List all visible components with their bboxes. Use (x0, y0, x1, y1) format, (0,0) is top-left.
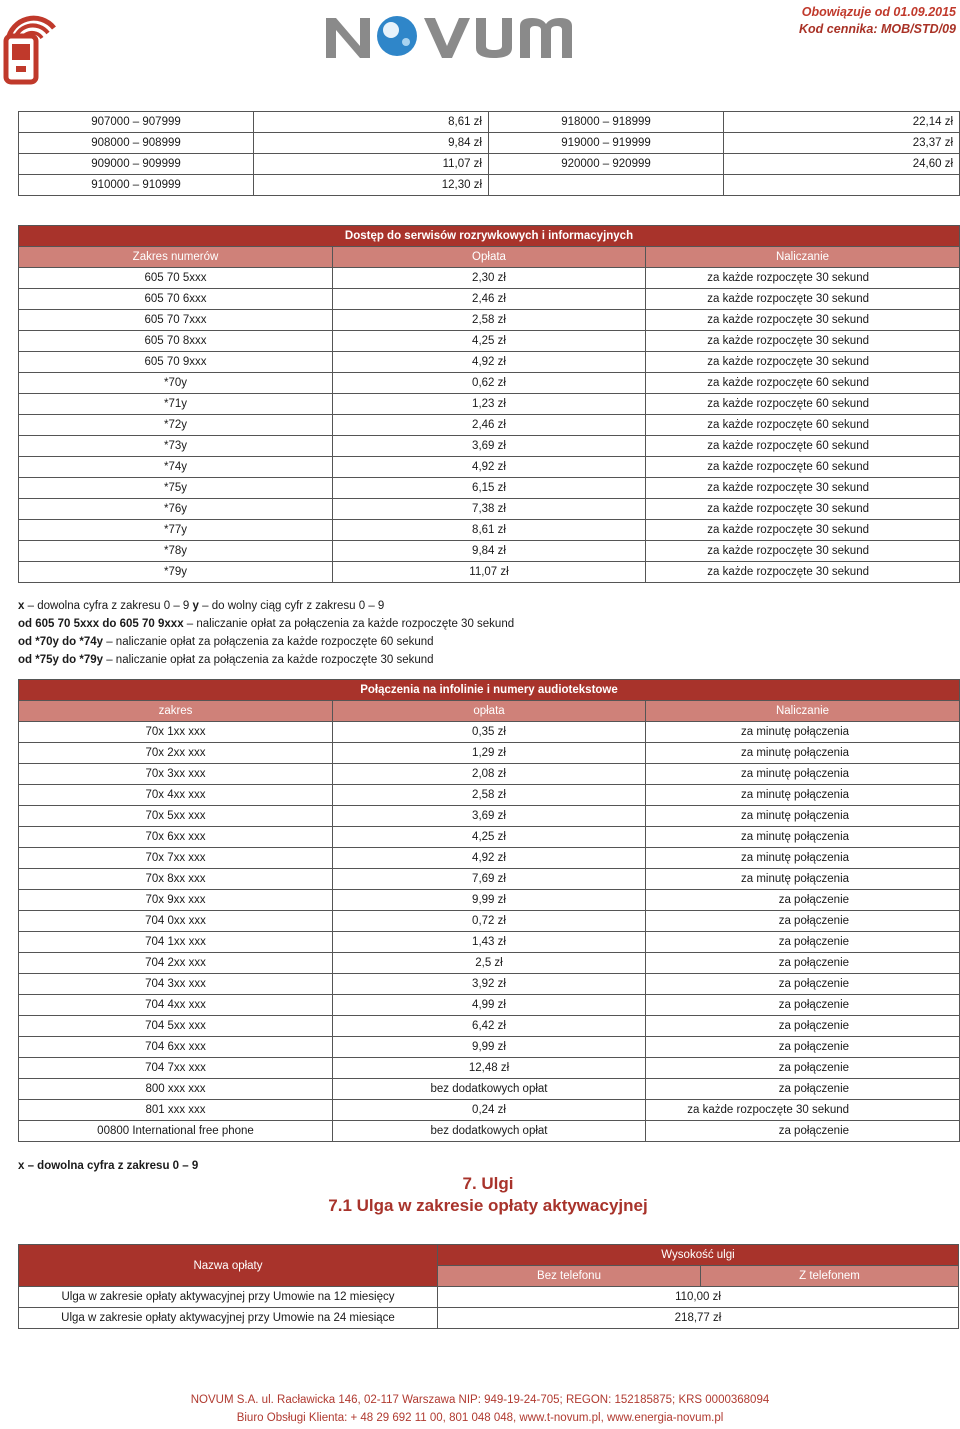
discount-header-without-phone: Bez telefonu (438, 1266, 701, 1287)
note-term: x (18, 600, 25, 612)
range-cell: 704 0xx xxx (19, 911, 333, 932)
fee-cell: 4,92 zł (333, 352, 646, 373)
infoline-header-billing: Naliczanie (646, 701, 960, 722)
table-row (19, 890, 960, 911)
fee-cell: 1,29 zł (333, 743, 646, 764)
range-cell: 70x 4xx xxx (19, 785, 333, 806)
range-cell: 70x 2xx xxx (19, 743, 333, 764)
note-text: – naliczanie opłat za połączenia za każde rozpoczęte 30 sekund (103, 654, 434, 666)
billing-cell: za połączenie (646, 974, 960, 995)
table-row (19, 869, 960, 890)
discount-header-with-phone: Z telefonem (701, 1266, 959, 1287)
fee-cell: 2,5 zł (333, 953, 646, 974)
fee-cell: 4,92 zł (333, 848, 646, 869)
billing-cell: za minutę połączenia (646, 743, 960, 764)
table-row (19, 541, 960, 562)
range-cell: 605 70 9xxx (19, 352, 333, 373)
range-cell: 908000 – 908999 (19, 133, 254, 154)
note-line (18, 633, 514, 651)
table-row (19, 911, 960, 932)
fee-cell: bez dodatkowych opłat (333, 1121, 646, 1142)
billing-cell: za połączenie (646, 932, 960, 953)
infoline-table-title: Połączenia na infolinie i numery audiotekstowe (19, 680, 960, 701)
billing-cell: za każde rozpoczęte 30 sekund (646, 478, 960, 499)
table-row (19, 806, 960, 827)
table-row (19, 953, 960, 974)
fee-cell: 4,99 zł (333, 995, 646, 1016)
note-text: – do wolny ciąg cyfr z zakresu 0 – 9 (198, 600, 385, 612)
range-cell: 907000 – 907999 (19, 112, 254, 133)
fee-cell: 0,72 zł (333, 911, 646, 932)
table-row (19, 1308, 959, 1329)
fee-cell: 7,69 zł (333, 869, 646, 890)
fee-cell: 4,25 zł (333, 827, 646, 848)
range-cell: *77y (19, 520, 333, 541)
services-table-title: Dostęp do serwisów rozrywkowych i informacyjnych (19, 226, 960, 247)
billing-cell: za połączenie (646, 1121, 960, 1142)
fee-cell: 3,69 zł (333, 806, 646, 827)
range-cell: 919000 – 919999 (489, 133, 724, 154)
fee-cell: 2,58 zł (333, 785, 646, 806)
range-cell: 70x 6xx xxx (19, 827, 333, 848)
infoline-table (18, 679, 960, 1142)
table-row (19, 373, 960, 394)
table-row (19, 352, 960, 373)
range-cell: 00800 International free phone (19, 1121, 333, 1142)
range-cell: *73y (19, 436, 333, 457)
infoline-header-fee: opłata (333, 701, 646, 722)
table-row (19, 457, 960, 478)
fee-cell: 6,42 zł (333, 1016, 646, 1037)
range-cell: *72y (19, 415, 333, 436)
range-cell: 70x 3xx xxx (19, 764, 333, 785)
table-row (19, 478, 960, 499)
table-row (19, 1100, 960, 1121)
discount-table (18, 1244, 959, 1329)
range-cell: *76y (19, 499, 333, 520)
fee-cell: 4,25 zł (333, 331, 646, 352)
table-row (19, 499, 960, 520)
table-row (19, 932, 960, 953)
fee-cell: 3,69 zł (333, 436, 646, 457)
fee-cell: 0,24 zł (333, 1100, 646, 1121)
table-row (19, 520, 960, 541)
billing-cell: za połączenie (646, 953, 960, 974)
note-line (18, 597, 514, 615)
range-cell: *79y (19, 562, 333, 583)
note-term: od *75y do *79y (18, 654, 104, 666)
note-text: – dowolna cyfra z zakresu 0 – 9 (24, 600, 193, 612)
fee-cell: 0,62 zł (333, 373, 646, 394)
table-row (19, 1016, 960, 1037)
billing-cell: za połączenie (646, 1058, 960, 1079)
billing-cell: za każde rozpoczęte 30 sekund (646, 499, 960, 520)
range-cell: 605 70 7xxx (19, 310, 333, 331)
price-cell: 11,07 zł (254, 154, 489, 175)
validity-info (799, 4, 956, 38)
range-cell: *78y (19, 541, 333, 562)
infoline-note: x – dowolna cyfra z zakresu 0 – 9 (18, 1160, 199, 1172)
billing-cell: za każde rozpoczęte 30 sekund (646, 541, 960, 562)
billing-cell: za każde rozpoczęte 30 sekund (646, 268, 960, 289)
range-cell: 704 2xx xxx (19, 953, 333, 974)
range-cell: *70y (19, 373, 333, 394)
range-cell: 605 70 5xxx (19, 268, 333, 289)
billing-cell: za minutę połączenia (646, 764, 960, 785)
table-row (19, 743, 960, 764)
table-row (19, 974, 960, 995)
range-cell: 704 3xx xxx (19, 974, 333, 995)
note-term: y (192, 600, 199, 612)
fee-cell: 9,99 zł (333, 890, 646, 911)
discount-amount-cell: 110,00 zł (438, 1287, 959, 1308)
range-cell: 704 6xx xxx (19, 1037, 333, 1058)
table-row (19, 112, 960, 133)
novum-logo (322, 6, 592, 62)
table-row (19, 848, 960, 869)
price-cell: 12,30 zł (254, 175, 489, 196)
billing-cell: za każde rozpoczęte 30 sekund (646, 1100, 960, 1121)
table-row (19, 722, 960, 743)
range-cell: 704 4xx xxx (19, 995, 333, 1016)
billing-cell: za minutę połączenia (646, 848, 960, 869)
section-subtitle: 7.1 Ulga w zakresie opłaty aktywacyjnej (328, 1196, 648, 1215)
fee-cell: 2,30 zł (333, 268, 646, 289)
price-cell (724, 175, 960, 196)
billing-cell: za minutę połączenia (646, 722, 960, 743)
table-row (19, 310, 960, 331)
range-cell: 704 5xx xxx (19, 1016, 333, 1037)
table-row (19, 394, 960, 415)
note-term: od *70y do *74y (18, 636, 104, 648)
fee-cell: 9,84 zł (333, 541, 646, 562)
billing-cell: za połączenie (646, 1016, 960, 1037)
table-row (19, 331, 960, 352)
table-row (19, 175, 960, 196)
price-cell: 24,60 zł (724, 154, 960, 175)
range-cell: *75y (19, 478, 333, 499)
footer-company: NOVUM S.A. ul. Racławicka 146, 02-117 Warszawa NIP: 949-19-24-705; REGON: 152185875; KRS 0000368094 (190, 1394, 770, 1406)
fee-cell: 2,58 zł (333, 310, 646, 331)
fee-cell: 2,46 zł (333, 289, 646, 310)
number-range-price-table (18, 111, 960, 196)
billing-cell: za połączenie (646, 1037, 960, 1058)
range-cell: 801 xxx xxx (19, 1100, 333, 1121)
table-row (19, 1121, 960, 1142)
fee-cell: 2,08 zł (333, 764, 646, 785)
range-cell: 70x 5xx xxx (19, 806, 333, 827)
fee-cell: 0,35 zł (333, 722, 646, 743)
discount-header-name: Nazwa opłaty (19, 1245, 438, 1287)
table-row (19, 289, 960, 310)
fee-cell: 7,38 zł (333, 499, 646, 520)
table-row (19, 1079, 960, 1100)
table-row (19, 1287, 959, 1308)
billing-cell: za każde rozpoczęte 30 sekund (646, 310, 960, 331)
fee-cell: 8,61 zł (333, 520, 646, 541)
price-cell: 9,84 zł (254, 133, 489, 154)
valid-from: Obowiązuje od 01.09.2015 (801, 5, 956, 19)
range-cell (489, 175, 724, 196)
billing-cell: za każde rozpoczęte 30 sekund (646, 352, 960, 373)
table-row (19, 562, 960, 583)
range-cell: 704 7xx xxx (19, 1058, 333, 1079)
note-term: od 605 70 5xxx do 605 70 9xxx (18, 618, 184, 630)
discount-name-cell: Ulga w zakresie opłaty aktywacyjnej przy Umowie na 24 miesiące (19, 1308, 438, 1329)
range-cell: *74y (19, 457, 333, 478)
range-cell: 910000 – 910999 (19, 175, 254, 196)
section-title: 7. Ulgi (462, 1174, 514, 1193)
table-row (19, 415, 960, 436)
services-header-range: Zakres numerów (19, 247, 333, 268)
billing-cell: za każde rozpoczęte 60 sekund (646, 394, 960, 415)
fee-cell: 4,92 zł (333, 457, 646, 478)
table-row (19, 785, 960, 806)
fee-cell: bez dodatkowych opłat (333, 1079, 646, 1100)
billing-cell: za połączenie (646, 890, 960, 911)
services-header-billing: Naliczanie (646, 247, 960, 268)
range-cell: 70x 7xx xxx (19, 848, 333, 869)
billing-cell: za każde rozpoczęte 30 sekund (646, 562, 960, 583)
range-cell: 909000 – 909999 (19, 154, 254, 175)
price-cell: 23,37 zł (724, 133, 960, 154)
table-row (19, 827, 960, 848)
discount-name-cell: Ulga w zakresie opłaty aktywacyjnej przy Umowie na 12 miesięcy (19, 1287, 438, 1308)
fee-cell: 1,43 zł (333, 932, 646, 953)
table-row (19, 764, 960, 785)
range-cell: 70x 1xx xxx (19, 722, 333, 743)
note-text: – naliczanie opłat za połączenia za każde rozpoczęte 30 sekund (183, 618, 515, 630)
fee-cell: 11,07 zł (333, 562, 646, 583)
fee-cell: 1,23 zł (333, 394, 646, 415)
note-text: – naliczanie opłat za połączenia za każde rozpoczęte 60 sekund (103, 636, 434, 648)
table-row (19, 1037, 960, 1058)
range-cell: *71y (19, 394, 333, 415)
note-line (18, 615, 514, 633)
billing-cell: za minutę połączenia (646, 806, 960, 827)
range-cell: 800 xxx xxx (19, 1079, 333, 1100)
billing-cell: za każde rozpoczęte 60 sekund (646, 373, 960, 394)
table-row (19, 995, 960, 1016)
fee-cell: 12,48 zł (333, 1058, 646, 1079)
note-line (18, 651, 514, 669)
phone-badge-icon (0, 0, 62, 88)
billing-cell: za połączenie (646, 1079, 960, 1100)
range-cell: 70x 8xx xxx (19, 869, 333, 890)
billing-cell: za każde rozpoczęte 30 sekund (646, 520, 960, 541)
range-cell: 704 1xx xxx (19, 932, 333, 953)
price-list-code: Kod cennika: MOB/STD/09 (799, 22, 956, 36)
billing-cell: za połączenie (646, 911, 960, 932)
services-header-fee: Opłata (333, 247, 646, 268)
footer-contact: Biuro Obsługi Klienta: + 48 29 692 11 00, 801 048 048, www.t-novum.pl, www.energia-novum.pl (236, 1412, 724, 1424)
fee-cell: 9,99 zł (333, 1037, 646, 1058)
services-notes (18, 597, 514, 669)
price-cell: 8,61 zł (254, 112, 489, 133)
price-cell: 22,14 zł (724, 112, 960, 133)
table-row (19, 133, 960, 154)
table-row (19, 268, 960, 289)
table-row (19, 154, 960, 175)
range-cell: 920000 – 920999 (489, 154, 724, 175)
billing-cell: za połączenie (646, 995, 960, 1016)
fee-cell: 3,92 zł (333, 974, 646, 995)
page-header (0, 0, 960, 100)
billing-cell: za każde rozpoczęte 60 sekund (646, 415, 960, 436)
infoline-header-range: zakres (19, 701, 333, 722)
fee-cell: 2,46 zł (333, 415, 646, 436)
billing-cell: za minutę połączenia (646, 869, 960, 890)
billing-cell: za każde rozpoczęte 60 sekund (646, 436, 960, 457)
billing-cell: za minutę połączenia (646, 827, 960, 848)
table-row (19, 1058, 960, 1079)
discount-header-amount: Wysokość ulgi (438, 1245, 959, 1266)
discount-amount-cell: 218,77 zł (438, 1308, 959, 1329)
fee-cell: 6,15 zł (333, 478, 646, 499)
services-table (18, 225, 960, 583)
range-cell: 605 70 6xxx (19, 289, 333, 310)
billing-cell: za każde rozpoczęte 30 sekund (646, 331, 960, 352)
table-row (19, 436, 960, 457)
range-cell: 918000 – 918999 (489, 112, 724, 133)
billing-cell: za każde rozpoczęte 30 sekund (646, 289, 960, 310)
billing-cell: za każde rozpoczęte 60 sekund (646, 457, 960, 478)
billing-cell: za minutę połączenia (646, 785, 960, 806)
range-cell: 605 70 8xxx (19, 331, 333, 352)
range-cell: 70x 9xx xxx (19, 890, 333, 911)
